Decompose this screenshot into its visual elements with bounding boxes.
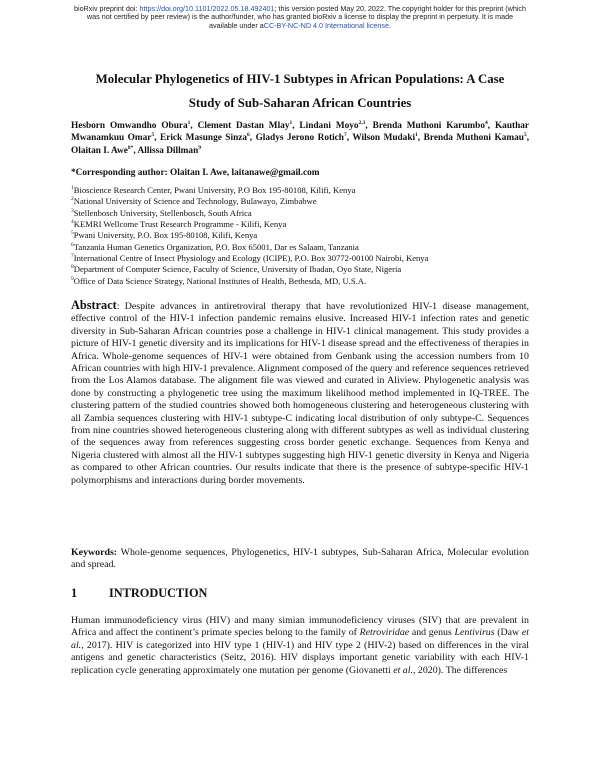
- abstract-text: : Despite advances in antiretroviral therapy that have revolutionized HIV-1 disease management, effective control of the HIV-1 infection pandemic remains elusive. Increased HIV-1 infection rates and genetic diversity in Sub-Saharan African countries pose a challenge in HIV-1 clinical management. This study provides a picture of HIV-1 genetic diversity and its implications for HIV-1 disease spread and the effectiveness of therapies in Africa. Whole-genome sequences of HIV-1 were obtained from Genbank using the accession numbers from 10 African countries with high HIV-1 prevalence. Alignment composed of the query and reference sequences retrieved from the Los Alamos database. The alignment file was viewed and curated in Aliview. Phylogenetic analysis was done by constructing a phylogenetic tree using the maximum likelihood method implemented in IQ-TREE. The clustering pattern of the studied countries showed both homogeneous clustering and heterogeneous clustering with all Zambia sequences clustering with HIV-1 subtype-C indicating local distribution of only subtype-C. Sequences from nine countries showed heterogeneous clustering along with different subtypes as well as individual clustering of the sequences away from references suggesting cross border genetic exchange. Sequences from Kenya and Nigeria clustered with almost all the HIV-1 subtypes suggesting high HIV-1 genetic diversity in Kenya and Nigeria as compared to other African countries. Our results indicate that there is the presence of subtype-specific HIV-1 polymorphisms and interactions during border movements.: [71, 301, 529, 486]
- title-line-2: Study of Sub-Saharan African Countries: [188, 96, 412, 110]
- author-separator: ,: [154, 133, 160, 144]
- affiliation-text: Department of Computer Science, Faculty of Science, University of Ibadan, Oyo State, Nigeria: [73, 264, 402, 275]
- author-name: Kauthar Mwanamkuu Omar: [71, 121, 530, 144]
- preprint-line-1: bioRxiv preprint doi: https://doi.org/10.1101/2022.05.18.492401; this version posted May 20, 2022. The copyright holder for this preprint (which: [73, 4, 527, 13]
- author-name: Olaitan I. Awe: [71, 145, 128, 156]
- affiliation-item: [71, 208, 541, 219]
- affiliation-text: National University of Science and Technology, Bulawayo, Zimbabwe: [73, 196, 317, 207]
- author-names: [71, 120, 529, 157]
- author-affiliation-marker: 6: [247, 132, 250, 139]
- author-name: Gladys Jerono Rotich: [255, 133, 344, 144]
- affiliation-item: [71, 196, 541, 207]
- author-separator: ,: [292, 121, 300, 131]
- author-affiliation-marker: 9: [198, 144, 201, 151]
- author-name: Hesborn Omwandho Obura: [71, 121, 188, 131]
- affiliation-number: 1: [71, 185, 74, 192]
- preprint-line-3: available under aCC-BY-NC-ND 4.0 International license.: [209, 20, 391, 30]
- author-affiliation-marker: 1: [187, 119, 191, 126]
- affiliation-item: [71, 253, 541, 264]
- author-separator: ,: [526, 133, 530, 144]
- abstract-label: Abstract: [71, 298, 117, 312]
- affiliation-text: Bioscience Research Center, Pwani University, P.O Box 195-80108, Kilifi, Kenya: [73, 185, 356, 195]
- keywords-text: Whole-genome sequences, Phylogenetics, HIV-1 subtypes, Sub-Saharan Africa, Molecular evolution and spread.: [71, 547, 529, 571]
- author-affiliation-marker: 5: [151, 132, 155, 139]
- affiliation-item: [71, 264, 541, 275]
- author-name: Wilson Mudaki: [352, 133, 416, 144]
- author-affiliation-marker: 8*: [127, 144, 134, 151]
- introduction-paragraph: Human immunodeficiency virus (HIV) and many simian immunodeficiency viruses (SIV) that are prevalent in Africa and affect the continent’s primate species belong to the family of Retroviridae and genus Lentivirus (Daw et al., 2017). HIV is categorized into HIV type 1 (HIV-1) and HIV type 2 (HIV-2) based on differences in the viral antigens and genetic characteristics (Seitz, 2016). HIV displays important genetic variability with each HIV-1 replication cycle generating approximately one mutation per genome (Giovanetti et al., 2020). The differences: [71, 615, 530, 676]
- affiliations: [71, 185, 541, 287]
- author-name: Brenda Muthoni Kamau: [423, 133, 524, 144]
- author-affiliation-marker: 2,3: [358, 119, 366, 126]
- author-separator: ,: [133, 145, 138, 156]
- abstract: [71, 299, 529, 487]
- author-affiliation-marker: 5: [523, 132, 527, 139]
- affiliation-item: [71, 242, 541, 253]
- affiliation-number: 9: [71, 275, 74, 282]
- keywords: [71, 547, 529, 572]
- affiliation-number: 6: [71, 241, 74, 248]
- author-name: Lindani Moyo: [299, 121, 359, 131]
- affiliation-text: Office of Data Science Strategy, National Institutes of Health, Bethesda, MD, U.S.A.: [73, 275, 367, 286]
- license-link[interactable]: CC-BY-NC-ND 4.0 International license: [263, 20, 389, 30]
- affiliation-text: Stellenbosch University, Stellenbosch, South Africa: [73, 207, 252, 218]
- author-separator: ,: [365, 121, 373, 131]
- preprint-notice: [26, 5, 574, 30]
- affiliation-number: 7: [71, 253, 74, 260]
- affiliation-item: [71, 230, 541, 241]
- author-affiliation-marker: 1: [289, 119, 293, 126]
- affiliation-text: Tanzania Human Genetics Organization, P.O. Box 65001, Dar es Salaam, Tanzania: [73, 241, 359, 252]
- affiliation-text: International Centre of Insect Physiology and Ecology (ICIPE), P.O. Box 30772-00100 Nairobi, Kenya: [73, 253, 429, 264]
- author-name: Erick Masunge Sinza: [160, 133, 248, 144]
- preprint-line-2: was not certified by peer review) is the author/funder, who has granted bioRxiv a license to display the preprint in perpetuity. It is made: [86, 12, 514, 22]
- section-heading: [71, 586, 207, 601]
- affiliation-text: Pwani University, P.O. Box 195-80108, Kilifi, Kenya: [73, 230, 258, 241]
- keywords-label: Keywords:: [71, 547, 118, 558]
- affiliation-number: 8: [71, 264, 74, 271]
- affiliation-item: [71, 219, 541, 230]
- author-affiliation-marker: 4: [484, 119, 488, 126]
- author-affiliation-marker: 7: [343, 132, 347, 139]
- author-separator: ,: [190, 121, 198, 131]
- affiliation-number: 5: [71, 230, 74, 237]
- affiliation-number: 4: [71, 219, 74, 226]
- author-name: Clement Dastan Mlay: [197, 121, 290, 131]
- author-list: [71, 120, 529, 157]
- section-title: INTRODUCTION: [109, 586, 208, 600]
- author-name: Allissa Dillman: [137, 145, 199, 156]
- author-name: Brenda Muthoni Karumbo: [372, 121, 485, 131]
- author-separator: ,: [249, 133, 256, 144]
- section-number: 1: [71, 586, 78, 600]
- affiliation-number: 2: [71, 196, 74, 203]
- author-separator: ,: [417, 133, 424, 144]
- author-affiliation-marker: 1: [415, 132, 418, 139]
- affiliation-text: KEMRI Wellcome Trust Research Programme - Kilifi, Kenya: [73, 219, 287, 230]
- paper-title: [60, 67, 540, 115]
- author-separator: ,: [346, 133, 353, 144]
- affiliation-number: 3: [71, 207, 74, 214]
- affiliation-item: [71, 276, 541, 287]
- author-separator: ,: [487, 121, 495, 131]
- corresponding-author: *Corresponding author: Olaitan I. Awe, laitanawe@gmail.com: [71, 168, 320, 178]
- title-line-1: Molecular Phylogenetics of HIV-1 Subtypes in African Populations: A Case: [95, 72, 505, 86]
- affiliation-item: [71, 185, 541, 196]
- doi-link[interactable]: https://doi.org/10.1101/2022.05.18.492401: [139, 4, 275, 13]
